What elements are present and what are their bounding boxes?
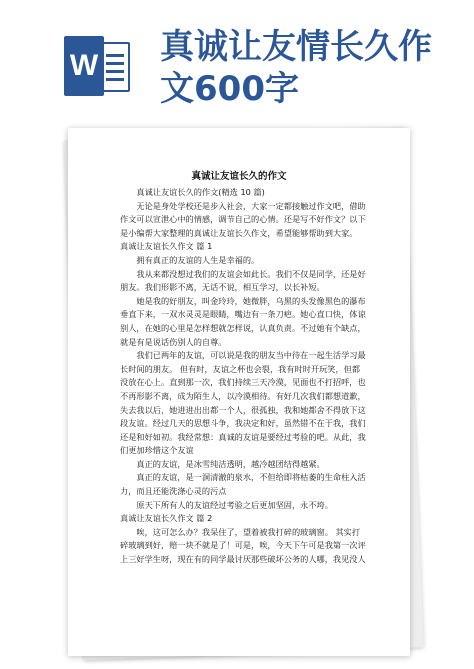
paragraph: 真正的友谊，是冰雪纯洁透明，越冷越团结得越紧。: [136, 458, 325, 469]
paragraph: 她是我的好朋友，叫金玲玲，她微胖，乌黑的头发像黑色的瀑布垂直下来，一双水灵灵是眼睛，嘴边有一条刀疤。她心直口快，体谅别人，在她的心里是怎样想就怎样说，认真负责。不过她有个缺点，就是有是说话伤别人的自尊。: [120, 295, 366, 347]
paragraph: 唉，这可怎么办？我呆住了，望着被我打碎的玻璃窗。 其实打碎玻璃到好，赔一块不就是了！可是，唉，今天下午可是我第一次评上三好学生呀，现在有的同学最讨厌那些破坏公务的人哪，我见没人: [120, 526, 366, 565]
section-heading: 真诚让友谊长久作文 篇 2: [120, 513, 213, 524]
document-page: [68, 128, 410, 656]
word-badge: W: [64, 36, 104, 96]
section-heading: 真诚让友谊长久作文 篇 1: [120, 241, 213, 252]
paragraph: 原天下所有人的友谊经过考验之后更加坚固，永不垮。: [136, 499, 333, 510]
page-title: 真诚让友情长久作文600字: [160, 27, 432, 109]
document-body: [120, 186, 366, 567]
paragraph: 我们已两年的友谊，可以说是我的朋友当中待在一起生活学习最长时间的朋友。 但有时，友谊之杯也会裂，我有时时开玩笑，但都没放在心上。直到那一次，我们持续三天冷漠，见面也不打招呼，也不再形影不离，成为陌生人，以冷漠相待。有好几次我们都想道歉，失去我以后，她进进出出都一个人，很孤独，我和她都舍不得放下这段友谊。经过几天的思想斗争，我决定和好，虽然错不在于我，我们还是和好如初。我经常想：真诚的友谊是要经过考验的吧。从此，我们更加珍惜这个友谊: [120, 350, 366, 456]
word-icon: [64, 36, 132, 96]
paragraph: 我从来都没想过我们的友谊会如此长。我们不仅是同学，还是好朋友。我们形影不离，无话不说，相互学习，以长补短。: [120, 268, 366, 293]
paragraph: 真正的友谊，是一洞清澈的泉水，不但给即将枯萎的生命柱入活力，而且还能洗涤心灵的污点: [120, 472, 366, 497]
paragraph: 拥有真正的友谊的人生是幸福的。: [136, 254, 260, 265]
document-title: 真诚让友谊长久的作文: [191, 171, 287, 182]
paragraph: 真诚让友谊长久的作文(精选 10 篇): [136, 187, 265, 197]
paragraph: 无论是身处学校还是步入社会，大家一定都接触过作文吧，借助作文可以宣泄心中的情感，调节自己的心情。还是写不好作文？以下是小编帮大家整理的真诚让友谊长久作文，希望能够帮助到大家。: [120, 200, 366, 238]
